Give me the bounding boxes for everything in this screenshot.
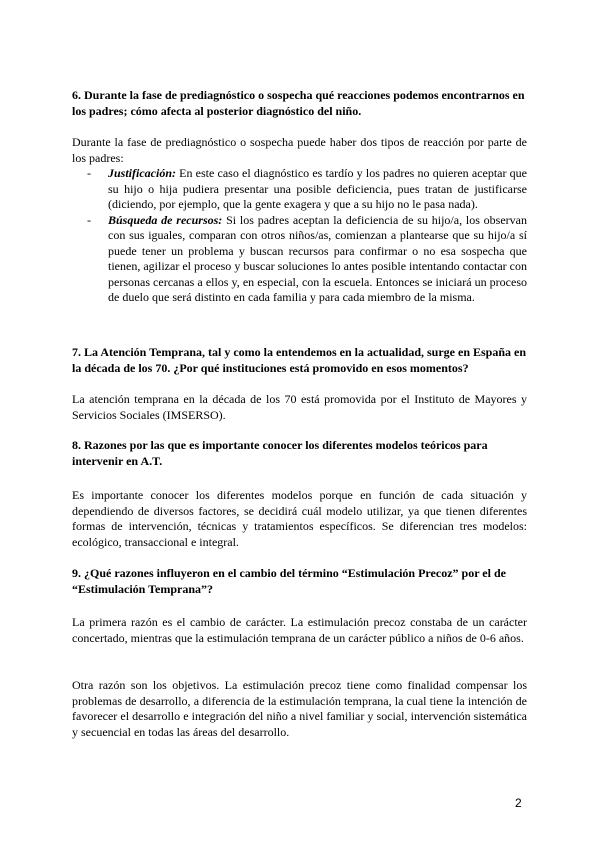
section-6-body xyxy=(72,135,527,306)
section-7-heading: 7. La Atención Temprana, tal y como la entendemos en la actualidad, surge en España en la década de los 70. ¿Por qué instituciones está promovido en esos momentos? xyxy=(72,345,527,375)
section-9-paragraph-1: La primera razón es el cambio de carácter. La estimulación precoz constaba de un carácter concertado, mientras que la estimulación temprana de un carácter público a niños de 0-6 años. xyxy=(72,615,527,645)
section-6-list xyxy=(72,166,527,306)
section-6-heading: 6. Durante la fase de prediagnóstico o sospecha qué reacciones podemos encontrarnos en los padres; cómo afecta al posterior diagnóstico del niño. xyxy=(72,88,525,118)
section-6-intro: Durante la fase de prediagnóstico o sospecha puede haber dos tipos de reacción por parte de los padres: xyxy=(72,135,527,165)
list-item-term: Búsqueda de recursos: xyxy=(108,212,223,227)
list-item-text: En este caso el diagnóstico es tardío y los padres no quieren aceptar que su hijo o hija pudiera presentar una posible deficiencia, pues tratan de justificarse (diciendo, por ejemplo, que la gente exagera y que a su hijo no le pasa nada). xyxy=(108,166,527,211)
section-8-body: Es importante conocer los diferentes modelos porque en función de cada situación y dependiendo de diversos factores, se decidirá cuál modelo utilizar, ya que tienen diferentes formas de intervención, técnicas y tratamientos específicos. Se diferencian tres modelos: ecológico, transaccional e integral. xyxy=(72,488,527,549)
page-number: 2 xyxy=(515,796,522,810)
section-8-heading: 8. Razones por las que es importante conocer los diferentes modelos teóricos para intervenir en A.T. xyxy=(72,438,488,468)
list-item-term: Justificación: xyxy=(108,166,176,180)
section-9-heading: 9. ¿Qué razones influyeron en el cambio del término “Estimulación Precoz” por el de “Estimulación Temprana”? xyxy=(72,566,506,596)
list-item xyxy=(72,213,527,306)
list-item-text: Si los padres aceptan la deficiencia de su hijo/a, los observan con sus iguales, comparan con otros niños/as, comienzan a plantearse que su hijo/a sí puede tener un problema y buscan recursos para confirmar o no esa sospecha que tienen, agilizar el proceso y buscar soluciones lo antes posible intentando contactar con personas cercanas a ellos y, en especial, con la escuela. Entonces se iniciará un proceso de duelo que será distinto en cada familia y para cada miembro de la misma. xyxy=(108,212,527,304)
list-bullet: - xyxy=(87,212,91,227)
list-bullet: - xyxy=(87,166,91,180)
list-item xyxy=(72,166,527,213)
section-7-body: La atención temprana en la década de los 70 está promovida por el Instituto de Mayores y Servicios Sociales (IMSERSO). xyxy=(72,392,527,422)
section-9-paragraph-2: Otra razón son los objetivos. La estimulación precoz tiene como finalidad compensar los problemas de desarrollo, a diferencia de la estimulación temprana, la cual tiene la intención de favorecer el desarrollo e integración del niño a nivel familiar y social, intervención sistemática y secuencial en todas las áreas del desarrollo. xyxy=(72,678,527,739)
